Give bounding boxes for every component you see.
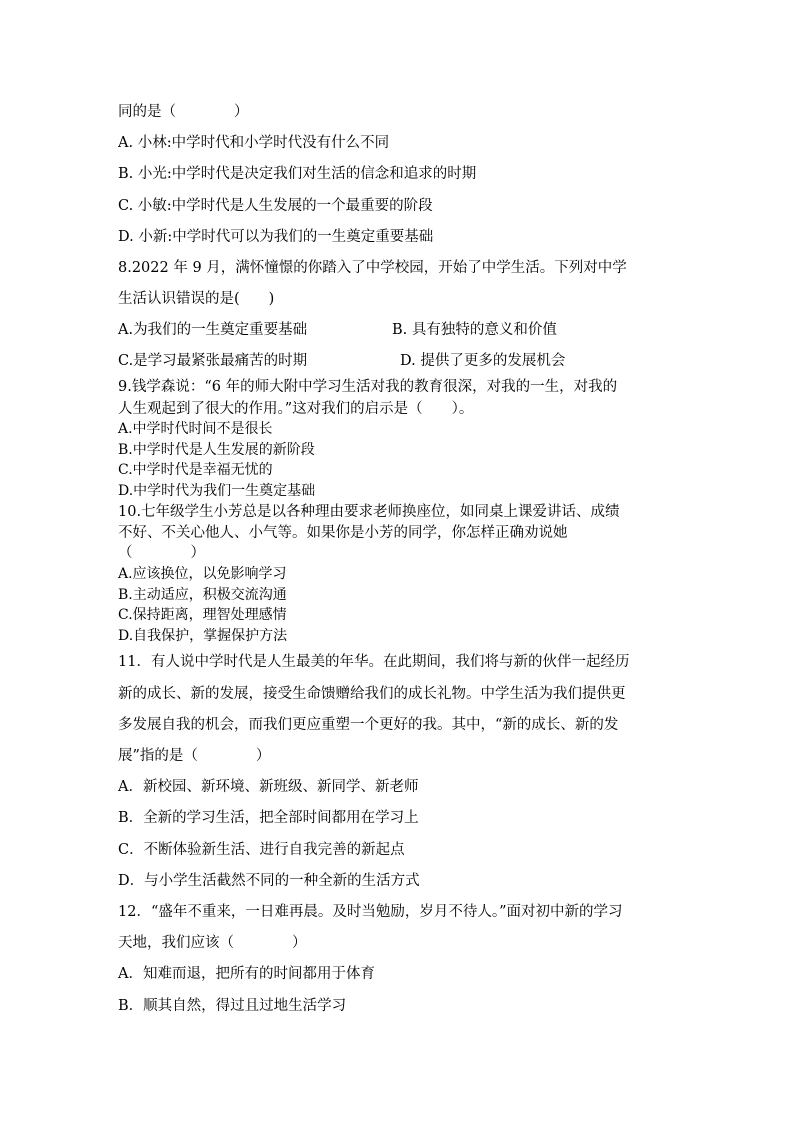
q9-stem-line1: 9.钱学森说：“6 年的师大附中学习生活对我的教育很深，对我的一生，对我的 bbox=[118, 379, 618, 395]
q11-stem-line2: 新的成长、新的发展，接受生命馈赠给我们的成长礼物。中学生活为我们提供更 bbox=[118, 686, 626, 702]
q7-option-a: A. 小林:中学时代和小学时代没有什么不同 bbox=[118, 135, 390, 151]
q10-option-a: A.应该换位，以免影响学习 bbox=[118, 566, 287, 582]
q8-option-a: A.为我们的一生奠定重要基础 bbox=[118, 322, 308, 338]
q11-option-a: A．新校园、新环境、新班级、新同学、新老师 bbox=[118, 779, 419, 795]
q9-option-d: D.中学时代为我们一生奠定基础 bbox=[118, 483, 316, 499]
q8-option-d: D. 提供了更多的发展机会 bbox=[400, 353, 566, 369]
q10-stem-line2: 不好、不关心他人、小气等。如果你是小芳的同学，你怎样正确劝说她 bbox=[118, 525, 568, 541]
q7-stem-continuation: 同的是（ ） bbox=[118, 104, 249, 120]
q12-option-a: A．知难而退，把所有的时间都用于体育 bbox=[118, 966, 375, 982]
q8-stem-line2: 生活认识错误的是( ) bbox=[118, 291, 275, 307]
q8-stem-line1: 8.2022 年 9 月，满怀憧憬的你踏入了中学校园，开始了中学生活。下列对中学 bbox=[118, 260, 627, 276]
q9-option-b: B.中学时代是人生发展的新阶段 bbox=[118, 442, 315, 458]
q10-option-b: B.主动适应，积极交流沟通 bbox=[118, 587, 287, 603]
q11-option-c: C．不断体验新生活、进行自我完善的新起点 bbox=[118, 842, 405, 858]
q7-option-b: B. 小光:中学时代是决定我们对生活的信念和追求的时期 bbox=[118, 166, 477, 182]
q9-option-a: A.中学时代时间不是很长 bbox=[118, 421, 273, 437]
q12-stem-line2: 天地，我们应该（ ） bbox=[118, 935, 307, 951]
q7-option-d: D. 小新:中学时代可以为我们的一生奠定重要基础 bbox=[118, 229, 434, 245]
q11-option-b: B．全新的学习生活，把全部时间都用在学习上 bbox=[118, 810, 419, 826]
q10-stem-line1: 10.七年级学生小芳总是以各种理由要求老师换座位，如同桌上课爱讲话、成绩 bbox=[118, 504, 620, 520]
q7-option-c: C. 小敏:中学时代是人生发展的一个最重要的阶段 bbox=[118, 198, 433, 214]
q12-stem-line1: 12．“盛年不重来，一日难再晨。及时当勉励，岁月不待人。”面对初中新的学习 bbox=[118, 904, 623, 920]
q8-option-c: C.是学习最紧张最痛苦的时期 bbox=[118, 353, 308, 369]
q11-stem-line4: 展”指的是（ ） bbox=[118, 748, 271, 764]
q9-stem-line2: 人生观起到了很大的作用。”这对我们的启示是（ ）。 bbox=[118, 401, 474, 417]
q9-option-c: C.中学时代是幸福无忧的 bbox=[118, 462, 273, 478]
q12-option-b: B．顺其自然，得过且过地生活学习 bbox=[118, 998, 347, 1014]
q10-stem-line3: （ ） bbox=[118, 545, 205, 561]
q10-option-c: C.保持距离，理智处理感情 bbox=[118, 607, 287, 623]
q8-option-b: B. 具有独特的意义和价值 bbox=[392, 322, 557, 338]
q10-option-d: D.自我保护，掌握保护方法 bbox=[118, 628, 288, 644]
q11-stem-line3: 多发展自我的机会，而我们更应重塑一个更好的我。其中，“新的成长、新的发 bbox=[118, 717, 619, 733]
q11-stem-line1: 11．有人说中学时代是人生最美的年华。在此期间，我们将与新的伙伴一起经历 bbox=[118, 654, 630, 670]
q11-option-d: D．与小学生活截然不同的一种全新的生活方式 bbox=[118, 873, 420, 889]
